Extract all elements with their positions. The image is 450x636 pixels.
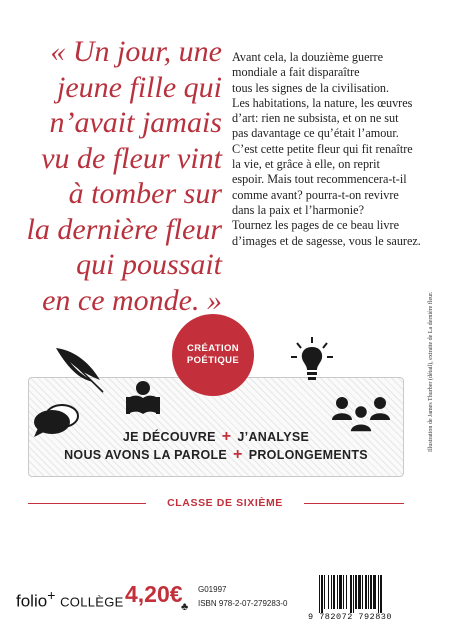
summary-line: espoir. Mais tout recommencera-t-il bbox=[232, 172, 407, 187]
barcode-bar bbox=[339, 575, 342, 609]
creation-poetique-badge bbox=[172, 314, 254, 396]
badge-line: POÉTIQUE bbox=[186, 355, 240, 366]
plus-icon: + bbox=[221, 428, 232, 445]
barcode-bar bbox=[373, 575, 376, 609]
quote-line: en ce monde. » bbox=[42, 283, 222, 317]
barcode-bar bbox=[353, 575, 354, 613]
summary-line: comme avant? pourra-t-on revivre bbox=[232, 187, 399, 202]
activity-label: J’ANALYSE bbox=[237, 430, 310, 444]
product-code: G01997 bbox=[198, 585, 227, 594]
price: 4,20€ bbox=[125, 581, 183, 607]
pull-quote bbox=[12, 34, 222, 318]
activities-row-1 bbox=[28, 428, 404, 446]
summary-line: mondiale a fait disparaître bbox=[232, 65, 360, 80]
quote-line: à tomber sur bbox=[68, 177, 222, 210]
barcode-bar bbox=[380, 575, 382, 613]
barcode-bar bbox=[324, 575, 325, 609]
brand-name: folio bbox=[16, 591, 48, 611]
summary-line: pas davantage ce qu’était l’amour. bbox=[232, 126, 399, 141]
barcode-bar bbox=[337, 575, 338, 609]
brand-plus: + bbox=[47, 587, 56, 603]
summary-line: d’art: rien ne subsista, et on ne sut bbox=[232, 111, 399, 126]
reader-icon bbox=[124, 380, 162, 418]
summary-line: tous les signes de la civilisation. bbox=[232, 80, 390, 95]
brand-logo bbox=[16, 587, 124, 612]
product-codes bbox=[198, 583, 287, 611]
barcode-bar bbox=[350, 575, 352, 613]
barcode-bar bbox=[328, 575, 329, 609]
activity-label: PROLONGEMENTS bbox=[248, 448, 368, 462]
quote-line: jeune fille qui bbox=[57, 70, 222, 104]
barcode-number: 9 782072 792830 bbox=[308, 612, 393, 622]
barcode-bar bbox=[368, 575, 369, 609]
plus-icon: + bbox=[233, 446, 243, 463]
quote-line: vu de fleur vint bbox=[41, 141, 222, 175]
summary-line: C’est cette petite fleur qui fit renaître bbox=[232, 141, 413, 156]
barcode-bar bbox=[355, 575, 357, 609]
barcode-bar bbox=[333, 575, 335, 609]
class-level: CLASSE DE SIXIÈME bbox=[167, 497, 283, 509]
lightbulb-icon bbox=[289, 336, 335, 384]
summary-line: Les habitations, la nature, les œuvres bbox=[232, 95, 413, 110]
barcode-bar bbox=[321, 575, 323, 613]
activities-row-2 bbox=[28, 446, 404, 464]
badge-line: CRÉATION bbox=[186, 343, 240, 354]
barcode-bar bbox=[365, 575, 367, 609]
summary-line: la vie, et grâce à elle, on reprit bbox=[232, 157, 380, 172]
barcode-bar bbox=[358, 575, 361, 609]
quote-line: « Un jour, une bbox=[50, 35, 222, 68]
quote-line: n’avait jamais bbox=[49, 106, 222, 139]
quill-icon bbox=[54, 346, 106, 396]
summary-line: d’images et de sagesse, vous le saurez. bbox=[232, 233, 421, 248]
barcode-bar bbox=[343, 575, 344, 609]
barcode-bar bbox=[331, 575, 332, 609]
activity-label: NOUS AVONS LA PAROLE bbox=[64, 448, 228, 462]
summary-text bbox=[232, 50, 432, 249]
quote-line: qui poussait bbox=[76, 248, 222, 281]
collection-name: COLLÈGE bbox=[60, 594, 124, 610]
barcode-bar bbox=[362, 575, 363, 609]
activity-label: JE DÉCOUVRE bbox=[122, 430, 216, 444]
quote-line: la dernière fleur bbox=[26, 212, 222, 246]
barcode bbox=[318, 575, 408, 617]
summary-line: dans la paix et l’harmonie? bbox=[232, 202, 364, 217]
barcode-bar bbox=[370, 575, 372, 609]
summary-line: Tournez les pages de ce beau livre bbox=[232, 218, 399, 233]
illustration-credit: Illustration de James Thurber (détail), extraite de La dernière fleur. bbox=[428, 291, 434, 452]
divider bbox=[304, 503, 404, 504]
barcode-bar bbox=[346, 575, 347, 609]
isbn: ISBN 978-2-07-279283-0 bbox=[198, 599, 288, 608]
summary-line: Avant cela, la douzième guerre bbox=[232, 50, 384, 64]
barcode-bar bbox=[378, 575, 379, 613]
barcode-bar bbox=[319, 575, 320, 613]
publisher-mark-icon: ♣ bbox=[181, 601, 189, 613]
footer bbox=[0, 575, 450, 625]
